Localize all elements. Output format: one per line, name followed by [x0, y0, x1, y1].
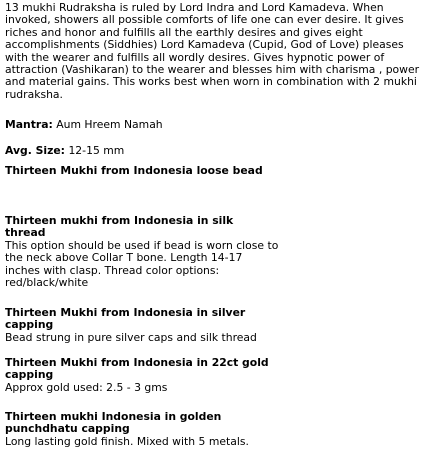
mantra-label: Mantra:	[5, 118, 53, 131]
option-3	[5, 307, 275, 344]
option-title: Thirteen mukhi from Indonesia in silk thread	[5, 214, 234, 240]
intro-paragraph: 13 mukhi Rudraksha is ruled by Lord Indra and Lord Kamadeva. When invoked, showers all possible comforts of life one can ever desire. It gives riches and honor and fulfills all the earthly desires and gives eight accomplishments (Siddhies) Lord Kamadeva (Cupid, God of Love) pleases with the wearer and fulfills all wordly desires. Gives hypnotic power of attraction (Vashikaran) to the wearer and blesses him with charisma , power and material gains. This works best when worn in combination with 2 mukhi rudraksha.	[5, 1, 420, 101]
option-title: Thirteen Mukhi from Indonesia in silver capping	[5, 306, 246, 332]
option-title: Thirteen mukhi Indonesia in golden punchdhatu capping	[5, 410, 222, 436]
option-title: Thirteen Mukhi from Indonesia in 22ct gold capping	[5, 356, 269, 382]
avg-size-label: Avg. Size:	[5, 144, 65, 157]
option-description: Bead strung in pure silver caps and silk thread	[5, 330, 257, 344]
option-title: Thirteen Mukhi from Indonesia loose bead	[5, 164, 263, 177]
avg-size-line	[5, 145, 433, 157]
option-2	[5, 214, 279, 290]
option-1	[5, 165, 275, 177]
mantra-line	[5, 119, 433, 131]
option-5	[5, 411, 275, 448]
mantra-value: Aum Hreem Namah	[56, 118, 163, 131]
avg-size-value: 12-15 mm	[68, 144, 125, 157]
option-4	[5, 357, 275, 394]
option-description: This option should be used if bead is worn close to the neck above Collar T bone. Length 14-17 inches with clasp. Thread color options: red/black/white	[5, 238, 279, 290]
option-description: Approx gold used: 2.5 - 3 gms	[5, 380, 168, 394]
option-description: Long lasting gold finish. Mixed with 5 metals.	[5, 434, 249, 448]
